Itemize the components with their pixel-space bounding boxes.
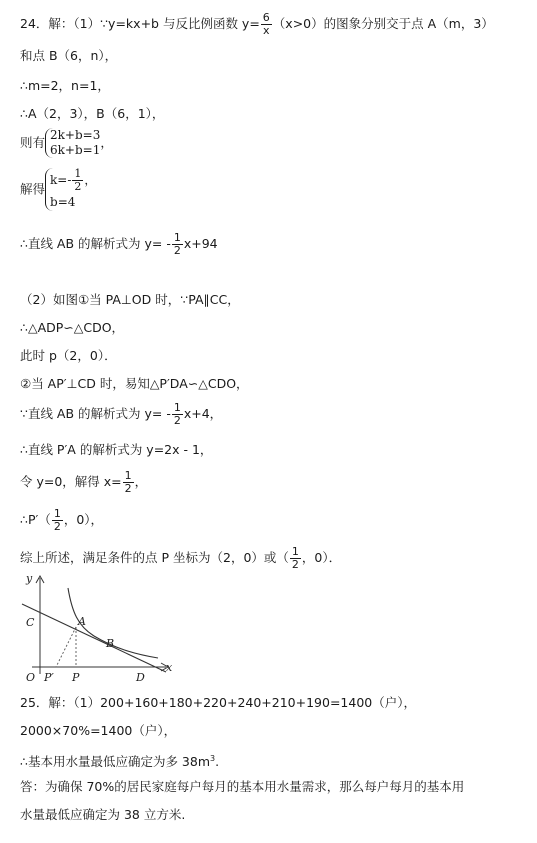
q24-line-3: ∴m=2，n=1，: [20, 78, 110, 93]
superscript-3: 3: [210, 754, 216, 763]
q24-p2-line-2: ∴△ADP∽△CDO，: [20, 320, 125, 335]
q24-p2-line-8: [20, 508, 103, 533]
coordinate-figure: [16, 572, 176, 684]
fraction-denominator: 2: [173, 414, 181, 427]
q24-p2-line-1: （2）如图①当 PA⊥OD 时，∵PA∥CC，: [20, 292, 240, 307]
q25-line-2: 2000×70%=1400（户），: [20, 723, 177, 738]
q24-l1-text-a: 24．解：（1）∵y=kx+b 与反比例函数 y=: [20, 16, 260, 31]
fraction-one-half: [123, 470, 134, 495]
q24-p2-l7-text-b: ，: [134, 474, 148, 489]
fraction-denominator: 2: [74, 180, 82, 193]
q24-p2-line-9: [20, 546, 341, 571]
q25-line-5: 水量最低应确定为 38 立方米.: [20, 807, 186, 822]
fraction-numerator: 1: [124, 469, 132, 482]
fraction-numerator: 1: [173, 401, 181, 414]
q24-l6-prefix: 解得: [20, 181, 46, 197]
fraction-numerator: 1: [74, 167, 82, 180]
q24-p2-line-5: [20, 402, 222, 427]
label-c: C: [26, 616, 35, 629]
fraction-one-half: [172, 232, 183, 257]
label-p-prime: P′: [44, 671, 54, 684]
solution-k: [50, 168, 96, 193]
fraction-one-half: [290, 546, 301, 571]
equation-1: 2k+b=3: [50, 128, 101, 142]
fraction-one-half: [52, 508, 63, 533]
q24-line-4: ∴A（2，3），B（6，1），: [20, 106, 165, 121]
solution-system: [45, 168, 96, 211]
solution-b: b=4: [50, 195, 76, 209]
q25-line-3: [20, 749, 219, 772]
fraction-denominator: 2: [173, 244, 181, 257]
fraction-denominator: 2: [124, 482, 132, 495]
fraction-6-over-x: [261, 12, 272, 37]
fraction-numerator: 1: [53, 507, 61, 520]
q24-line-6-solution: [20, 168, 96, 211]
q24-line-1: [20, 12, 494, 37]
fraction-one-half: [172, 402, 183, 427]
fraction-numerator: 1: [173, 231, 181, 244]
q25-l3-text-a: ∴基本用水量最低应确定为多 38m: [20, 754, 211, 770]
line-ab: [22, 604, 166, 672]
solution-k-comma: ，: [84, 173, 97, 187]
label-a: A: [78, 615, 86, 628]
q24-p2-l5-text-b: x+4，: [183, 406, 223, 421]
q24-l7-text-a: ∴直线 AB 的解析式为 y= -: [20, 236, 171, 251]
q24-l1-text-b: （x>0）的图象分别交于点 A（m，3）: [272, 16, 494, 31]
label-p: P: [72, 671, 80, 684]
q24-line-5-system: [20, 128, 113, 158]
q24-line-2: 和点 B（6，n），: [20, 48, 118, 63]
segment-a-p-prime: [56, 627, 76, 667]
equation-2: 6k+b=1: [50, 143, 101, 157]
label-y: y: [26, 572, 33, 585]
fraction-denominator: 2: [53, 520, 61, 533]
label-o: O: [26, 671, 36, 684]
q24-l5-prefix: 则有: [20, 135, 46, 150]
q24-p2-l9-text-a: 综上所述，满足条件的点 P 坐标为（2，0）或（: [20, 550, 289, 565]
solution-k-text: k=-: [50, 173, 72, 187]
q25-line-4: 答：为确保 70%的居民家庭每户每月的基本用水量需求，那么每户每月的基本用: [20, 779, 465, 794]
fraction-numerator: 6: [262, 11, 270, 24]
q24-p2-l5-text-a: ∵直线 AB 的解析式为 y= -: [20, 406, 171, 421]
equation-system: [45, 128, 100, 158]
q24-p2-l8-text-b: ，0），: [63, 512, 104, 527]
q24-p2-l8-text-a: ∴P′（: [20, 512, 51, 527]
label-x: x: [166, 661, 173, 674]
label-d: D: [136, 671, 145, 684]
q24-l5-suffix: ，: [100, 135, 113, 150]
fraction-numerator: 1: [291, 545, 299, 558]
q24-p2-line-7: [20, 470, 147, 495]
q24-p2-l9-text-b: ，0）．: [301, 550, 342, 565]
q24-p2-line-6: ∴直线 P′A 的解析式为 y=2x - 1，: [20, 442, 213, 457]
q24-l7-text-b: x+94: [183, 236, 218, 251]
q25-l3-text-b: .: [215, 754, 220, 770]
q24-p2-line-4: ②当 AP′⊥CD 时，易知△P′DA∽△CDO，: [20, 376, 249, 391]
label-b: B: [106, 637, 115, 650]
fraction-denominator: x: [263, 24, 270, 37]
q24-p2-l7-text-a: 令 y=0，解得 x=: [20, 474, 122, 489]
fraction-one-half: [72, 168, 83, 193]
q24-line-7: [20, 232, 218, 257]
q24-p2-line-3: 此时 p（2，0）．: [20, 348, 117, 363]
fraction-denominator: 2: [291, 558, 299, 571]
q25-line-1: 25．解：（1）200+160+180+220+240+210+190=1400（户），: [20, 695, 416, 710]
